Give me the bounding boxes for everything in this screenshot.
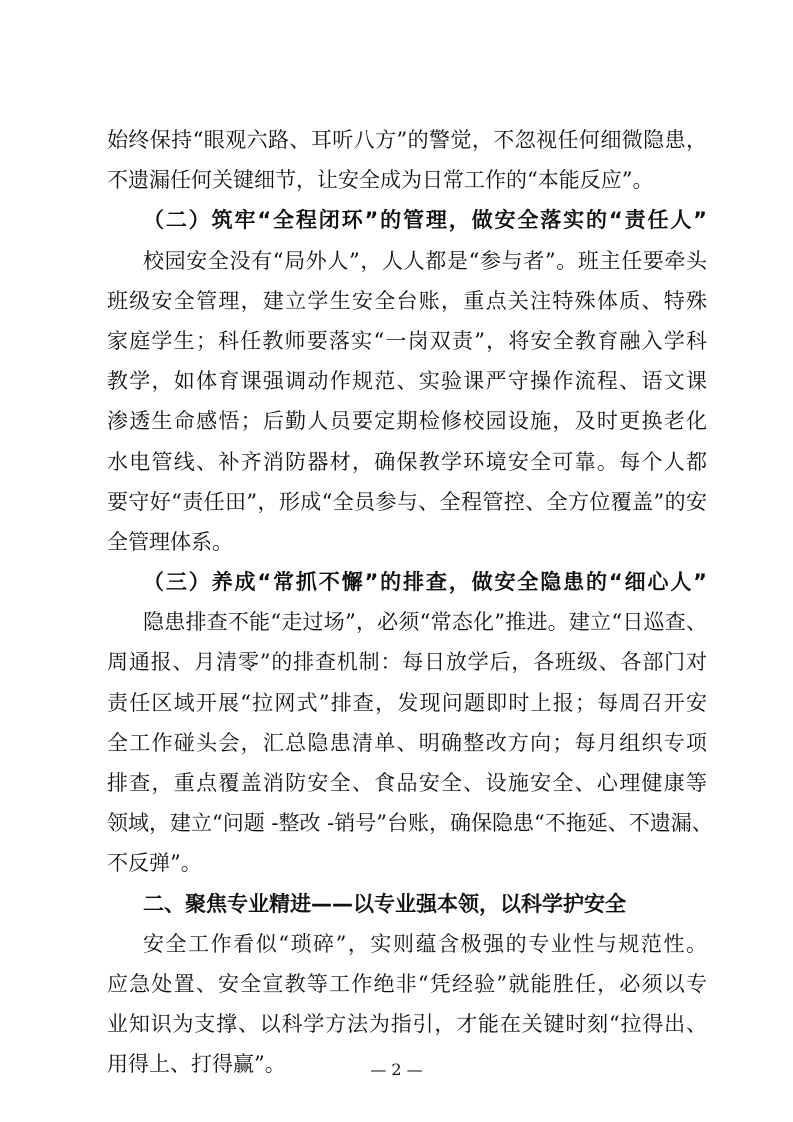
paragraph-line: 不遗漏任何关键细节，让安全成为日常工作的“本能反应”。 (107, 168, 654, 193)
paragraph-line: 安全工作看似“琐碎”，实则蕴含极强的专业性与规范性。 (143, 931, 707, 956)
section-heading: 二、聚焦专业精进——以专业强本领，以科学护安全 (143, 891, 626, 916)
paragraph-line: 渗透生命感悟；后勤人员要定期检修校园设施，及时更换老化 (107, 409, 707, 434)
paragraph-line: 业知识为支撑、以科学方法为指引，才能在关键时刻“拉得出、 (107, 1012, 707, 1037)
paragraph-line: 排查，重点覆盖消防安全、食品安全、设施安全、心理健康等 (107, 771, 707, 795)
paragraph-line: 全管理体系。 (107, 529, 233, 554)
document-body (107, 120, 713, 1085)
paragraph-line: 要守好“责任田”，形成“全员参与、全程管控、全方位覆盖”的安 (107, 489, 707, 514)
section-heading: （三）养成“常抓不懈”的排查，做安全隐患的“细心人” (143, 570, 707, 595)
paragraph-line: 校园安全没有“局外人”，人人都是“参与者”。班主任要牵头 (143, 248, 707, 273)
section-heading: （二）筑牢“全程闭环”的管理，做安全落实的“责任人” (143, 208, 707, 233)
paragraph-line: 应急处置、安全宣教等工作绝非“凭经验”就能胜任，必须以专 (107, 971, 707, 996)
paragraph-line: 周通报、月清零”的排查机制：每日放学后，各班级、各部门对 (107, 650, 707, 675)
page-number: — 2 — (370, 1060, 423, 1079)
paragraph-line: 用得上、打得赢”。 (107, 1052, 286, 1077)
paragraph-line: 领域，建立“问题 -整改 -销号”台账，确保隐患“不拖延、不遗漏、 (107, 811, 713, 836)
paragraph-line: 责任区域开展“拉网式”排查，发现问题即时上报；每周召开安 (107, 690, 707, 715)
paragraph-line: 不反弹”。 (107, 851, 202, 876)
paragraph-line: 隐患排查不能“走过场”，必须“常态化”推进。建立“日巡查、 (143, 610, 707, 635)
paragraph-line: 家庭学生；科任教师要落实“一岗双责”，将安全教育融入学科 (107, 328, 707, 353)
paragraph-line: 始终保持“眼观六路、耳听八方”的警觉，不忽视任何细微隐患， (107, 128, 707, 152)
paragraph-line: 班级安全管理，建立学生安全台账，重点关注特殊体质、特殊 (107, 288, 707, 313)
paragraph-line: 教学，如体育课强调动作规范、实验课严守操作流程、语文课 (107, 369, 707, 394)
paragraph-line: 全工作碰头会，汇总隐患清单、明确整改方向；每月组织专项 (107, 730, 707, 755)
paragraph-line: 水电管线、补齐消防器材，确保教学环境安全可靠。每个人都 (107, 449, 707, 474)
